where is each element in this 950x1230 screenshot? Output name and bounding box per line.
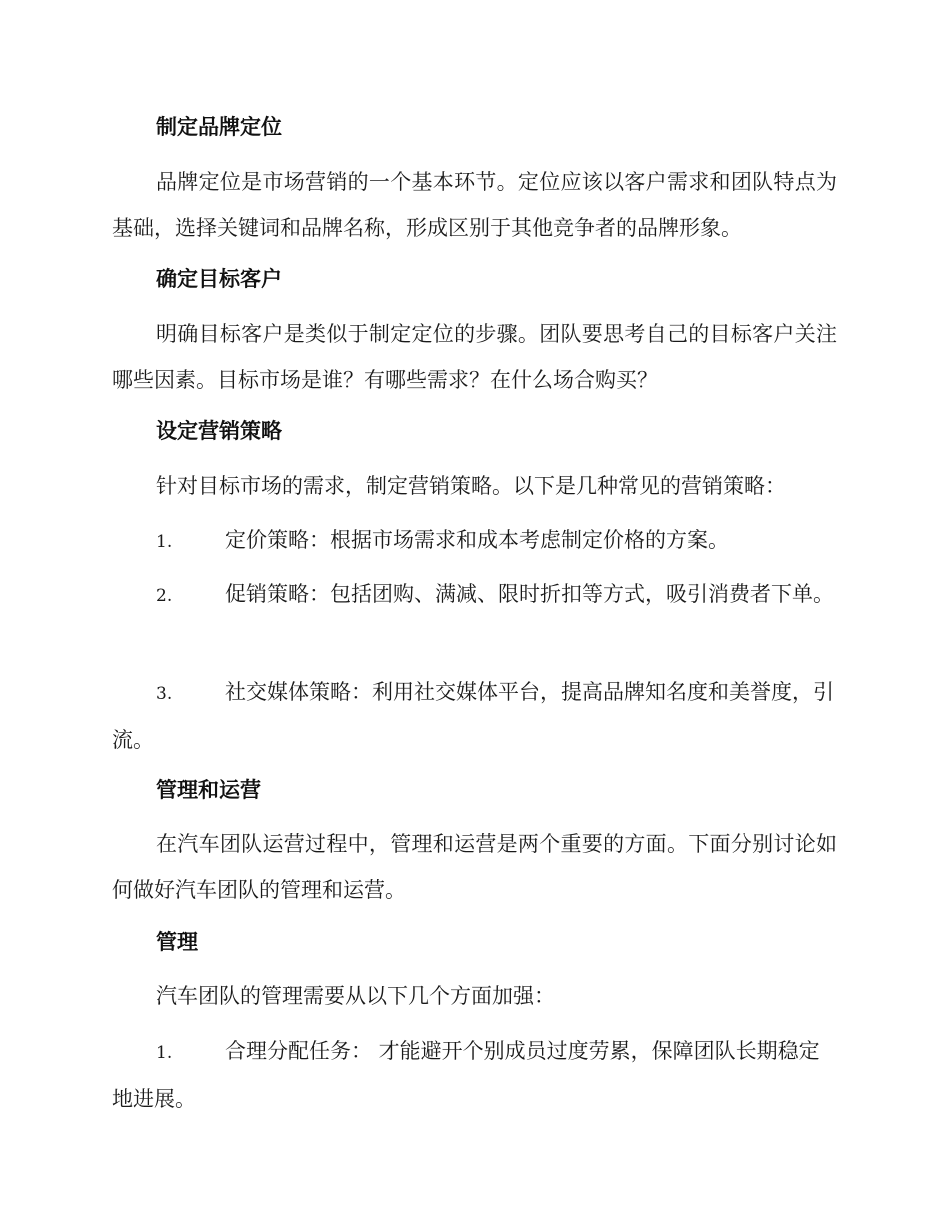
paragraph-management-operations: 在汽车团队运营过程中，管理和运营是两个重要的方面。下面分别讨论如何做好汽车团队的管理和运营。: [112, 832, 837, 902]
list-item-task-allocation: [112, 1028, 837, 1122]
list-item-text: 定价策略：根据市场需求和成本考虑制定价格的方案。: [225, 528, 729, 552]
section-heading-marketing-strategy: 设定营销策略: [156, 419, 282, 443]
paragraph-management: 汽车团队的管理需要从以下几个方面加强：: [156, 984, 555, 1008]
section-heading-management-operations: 管理和运营: [156, 778, 261, 802]
section-heading-management: 管理: [156, 930, 198, 954]
list-item-number: 2.: [156, 586, 173, 606]
list-item-promotion-strategy: [112, 571, 837, 619]
paragraph-target-customers: 明确目标客户是类似于制定定位的步骤。团队要思考自己的目标客户关注哪些因素。目标市场是谁？有哪些需求？在什么场合购买？: [112, 322, 837, 392]
section-heading-brand-positioning: 制定品牌定位: [156, 115, 282, 139]
list-item-number: 1.: [156, 1043, 173, 1063]
list-item-social-media-strategy: [112, 669, 837, 763]
list-item-text: 促销策略：包括团购、满减、限时折扣等方式，吸引消费者下单。: [225, 582, 834, 606]
list-item-pricing-strategy: [112, 517, 837, 565]
list-item-number: 3.: [156, 684, 173, 704]
list-item-number: 1.: [156, 532, 173, 552]
list-item-text: 社交媒体策略：利用社交媒体平台，提高品牌知名度和美誉度，引流。: [112, 680, 834, 752]
paragraph-brand-positioning: 品牌定位是市场营销的一个基本环节。定位应该以客户需求和团队特点为基础，选择关键词和品牌名称，形成区别于其他竞争者的品牌形象。: [112, 170, 837, 240]
section-heading-target-customers: 确定目标客户: [156, 267, 282, 291]
paragraph-marketing-strategy: 针对目标市场的需求，制定营销策略。以下是几种常见的营销策略：: [156, 474, 786, 498]
list-item-text: 合理分配任务： 才能避开个别成员过度劳累，保障团队长期稳定地进展。: [112, 1039, 820, 1111]
